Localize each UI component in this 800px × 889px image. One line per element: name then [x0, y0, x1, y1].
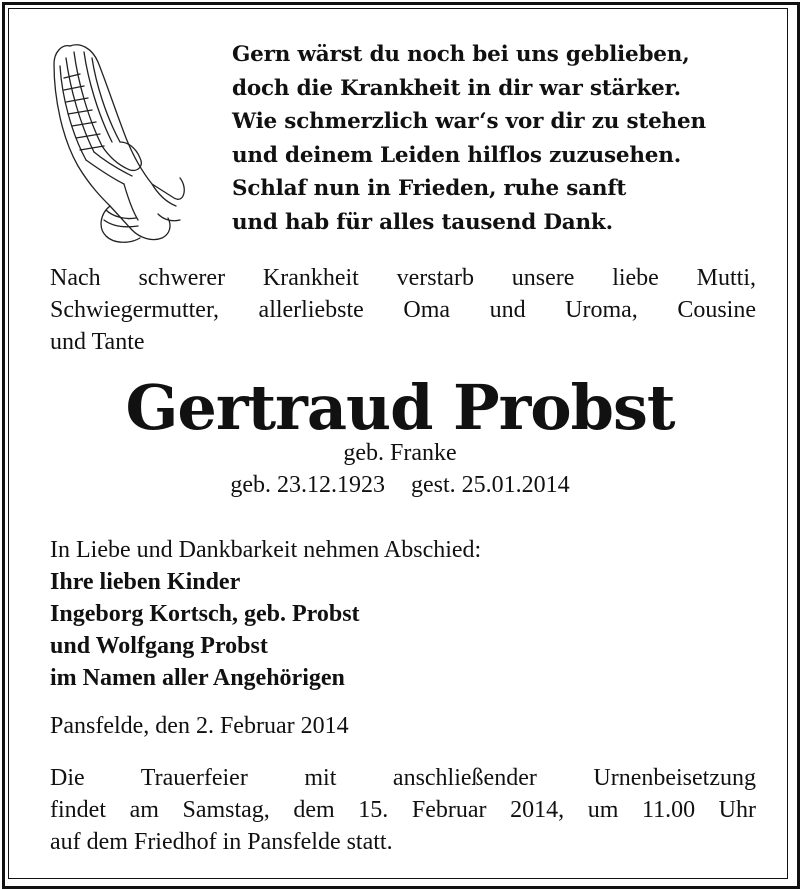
death-date: gest. 25.01.2014	[410, 472, 570, 498]
mourner-line: Ihre lieben Kinder	[50, 569, 241, 595]
poem-line: Schlaf nun in Frieden, ruhe sanft	[232, 176, 627, 201]
funeral-info	[50, 762, 756, 858]
intro-line: und Tante	[50, 329, 145, 355]
poem-line: und deinem Leiden hilflos zuzusehen.	[232, 142, 682, 168]
praying-hands-icon	[40, 38, 195, 248]
funeral-line: Die Trauerfeier mit anschließender Urnenbeisetzung	[50, 765, 756, 791]
poem-line: Wie schmerzlich war‘s vor dir zu stehen	[232, 109, 706, 134]
poem-line: doch die Krankheit in dir war stärker.	[232, 75, 681, 101]
farewell-block	[50, 534, 756, 694]
life-dates	[0, 469, 800, 501]
poem-line: und hab für alles tausend Dank.	[232, 209, 613, 235]
intro-line: Nach schwerer Krankheit verstarb unsere liebe Mutti,	[50, 265, 756, 291]
farewell-intro: In Liebe und Dankbarkeit nehmen Abschied:	[50, 537, 482, 563]
poem-line: Gern wärst du noch bei uns geblieben,	[232, 42, 690, 67]
mourner-line: und Wolfgang Probst	[50, 633, 268, 659]
funeral-line: findet am Samstag, dem 15. Februar 2014, um 11.00 Uhr	[50, 797, 756, 823]
intro-text	[50, 262, 756, 358]
funeral-line: auf dem Friedhof in Pansfelde statt.	[50, 829, 393, 855]
birth-date: geb. 23.12.1923	[230, 472, 385, 498]
mourner-line: im Namen aller Angehörigen	[50, 665, 345, 691]
mourner-line: Ingeborg Kortsch, geb. Probst	[50, 601, 360, 627]
deceased-name: Gertraud Probst	[125, 371, 675, 444]
poem	[232, 38, 772, 239]
maiden-name: geb. Franke	[343, 440, 457, 466]
intro-line: Schwiegermutter, allerliebste Oma und Uroma, Cousine	[50, 297, 756, 323]
place-date: Pansfelde, den 2. Februar 2014	[50, 713, 349, 739]
